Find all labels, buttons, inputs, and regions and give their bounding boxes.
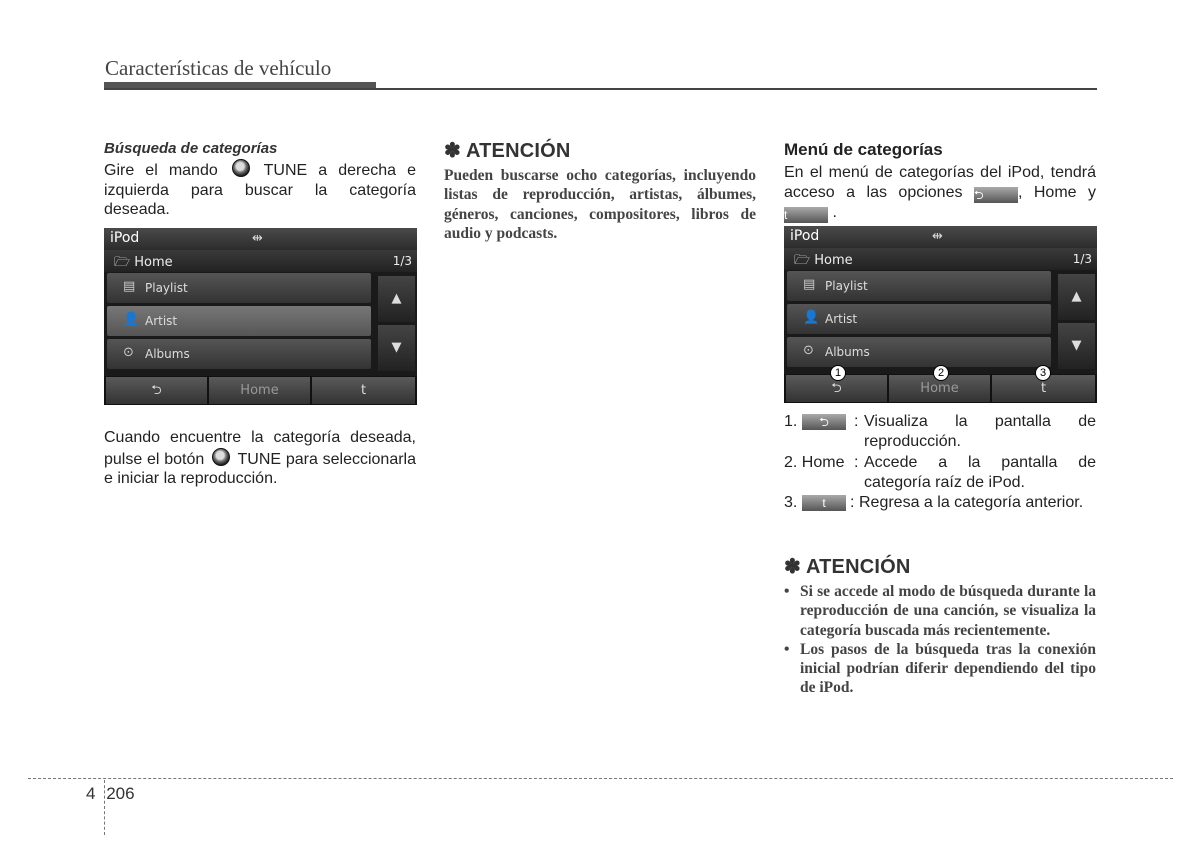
legend-number: 2. Home [784,454,845,471]
screen-titlebar [784,226,1097,248]
list-item-label: Albums [145,347,190,361]
arrow-up-icon: ▲ [391,291,402,306]
callout-marker-2: 2 [933,365,949,381]
attention-heading: ✽ ATENCIÓN [784,556,911,578]
legend-item-1 [784,412,1096,452]
legend-item-2 [784,453,1096,493]
legend-sep: : [854,454,859,471]
page-header-title: Características de vehículo [105,56,332,80]
attention-item-text: Si se accede al modo de búsqueda durante la reproducción de una canción, se visualiza la categoría buscada más recientemente. [800,583,1096,639]
menu-intro-home: Home y [1033,183,1096,201]
up-category-button[interactable]: t [992,375,1095,402]
arrow-up-icon: ▲ [1071,289,1082,304]
screen-title: iPod [790,228,820,244]
left-column [104,140,416,220]
legend-text: Accede a la pantalla de categoría raíz de iPod. [864,454,1096,491]
paragraph-tune [104,159,416,220]
paragraph-select [104,428,416,489]
select-text-after: TUNE para seleccionarla e iniciar la reproducción. [104,450,416,487]
page-indicator: 1/3 [1072,252,1092,266]
back-key-icon: ⮌ [802,414,846,430]
folder-row [784,248,1097,270]
list-item-artist[interactable] [107,306,371,336]
playlist-icon: ▤ [123,279,136,294]
page-indicator: 1/3 [392,254,412,268]
ipod-screen-right [784,226,1097,403]
menu-intro-comma: , [1017,183,1023,201]
folder-row [104,250,417,272]
list-item-label: Playlist [825,279,868,293]
list-item-playlist[interactable] [107,273,371,303]
footer-rule [28,778,1173,779]
tune-knob-icon [232,159,250,177]
callout-marker-3: 3 [1035,365,1051,381]
legend-text: Visualiza la pantalla de reproducción. [864,413,1096,450]
scroll-down-button[interactable] [378,325,415,371]
back-button[interactable]: ⮌ [786,375,887,402]
legend-sep: : [850,494,855,511]
folder-icon: 🗁 Home [794,253,853,268]
page-number-value: 206 [106,784,135,803]
list-item-label: Artist [145,314,178,328]
arrow-down-icon: ▼ [1071,338,1082,353]
attention-right [784,554,1096,698]
artist-icon: 👤 [123,312,140,327]
bullet-icon: • [784,640,790,658]
tune-knob-icon [212,448,230,466]
attention-item-2 [784,640,1096,698]
middle-column [444,138,756,243]
home-button[interactable]: Home [209,377,310,404]
up-key-icon: t [784,207,828,223]
attention-body: Pueden buscarse ocho categorías, incluyendo listas de reproducción, artistas, álbumes, géneros, canciones, compositores, libros de audio y podcasts. [444,167,756,242]
folder-icon: 🗁 Home [114,255,173,270]
right-column [784,140,1096,223]
up-category-button[interactable]: t [312,377,415,404]
select-text-before: Cuando encuentre la categoría deseada, pulse el botón [104,429,416,468]
callout-marker-1: 1 [830,365,846,381]
list-item-playlist[interactable] [787,271,1051,301]
header-rule [104,88,1097,90]
scroll-up-button[interactable] [378,276,415,322]
screen-titlebar [104,228,417,250]
legend-text: Regresa a la categoría anterior. [859,494,1084,511]
ipod-screen-left [104,228,417,405]
menu-intro [784,163,1096,223]
folder-label: Home [814,253,853,268]
list-item-artist[interactable] [787,304,1051,334]
section-heading-menu: Menú de categorías [784,140,943,159]
list-item-label: Albums [825,345,870,359]
usb-icon: ⇹ [932,229,943,244]
artist-icon: 👤 [803,310,820,325]
legend-item-3 [784,493,1096,533]
back-button[interactable]: ⮌ [106,377,207,404]
menu-intro-period: . [832,203,837,221]
up-key-icon: t [802,495,846,511]
menu-intro-text: En el menú de categorías del iPod, tendrá acceso a las opciones [784,164,1096,201]
legend-sep: : [854,413,859,430]
list-item-albums[interactable] [107,339,371,369]
attention-item-text: Los pasos de la búsqueda tras la conexión inicial podrían diferir dependiendo del tipo de iPod. [800,640,1096,697]
list-item-label: Playlist [145,281,188,295]
page-number [86,784,135,804]
playlist-icon: ▤ [803,277,816,292]
album-icon: ⊙ [803,343,814,358]
legend-number: 3. [784,494,798,511]
legend-number: 1. [784,413,798,430]
list-item-label: Artist [825,312,858,326]
album-icon: ⊙ [123,345,134,360]
screen-button-bar [104,376,417,405]
tune-text-before: Gire el mando [104,162,218,179]
list-item-albums[interactable] [787,337,1051,367]
back-key-icon: ⮌ [974,187,1018,203]
scroll-up-button[interactable] [1058,274,1095,320]
folder-label: Home [134,255,173,270]
chapter-number: 4 [86,784,96,803]
arrow-down-icon: ▼ [391,340,402,355]
scroll-down-button[interactable] [1058,323,1095,369]
tune-text-after: TUNE a derecha e izquierda para buscar la categoría deseada. [104,162,416,218]
home-button[interactable]: Home [889,375,990,402]
attention-heading: ✽ ATENCIÓN [444,140,571,162]
usb-icon: ⇹ [252,231,263,246]
section-heading-busqueda: Búsqueda de categorías [104,140,278,157]
attention-item-1 [784,582,1096,640]
screen-title: iPod [110,230,140,246]
bullet-icon: • [784,583,790,600]
